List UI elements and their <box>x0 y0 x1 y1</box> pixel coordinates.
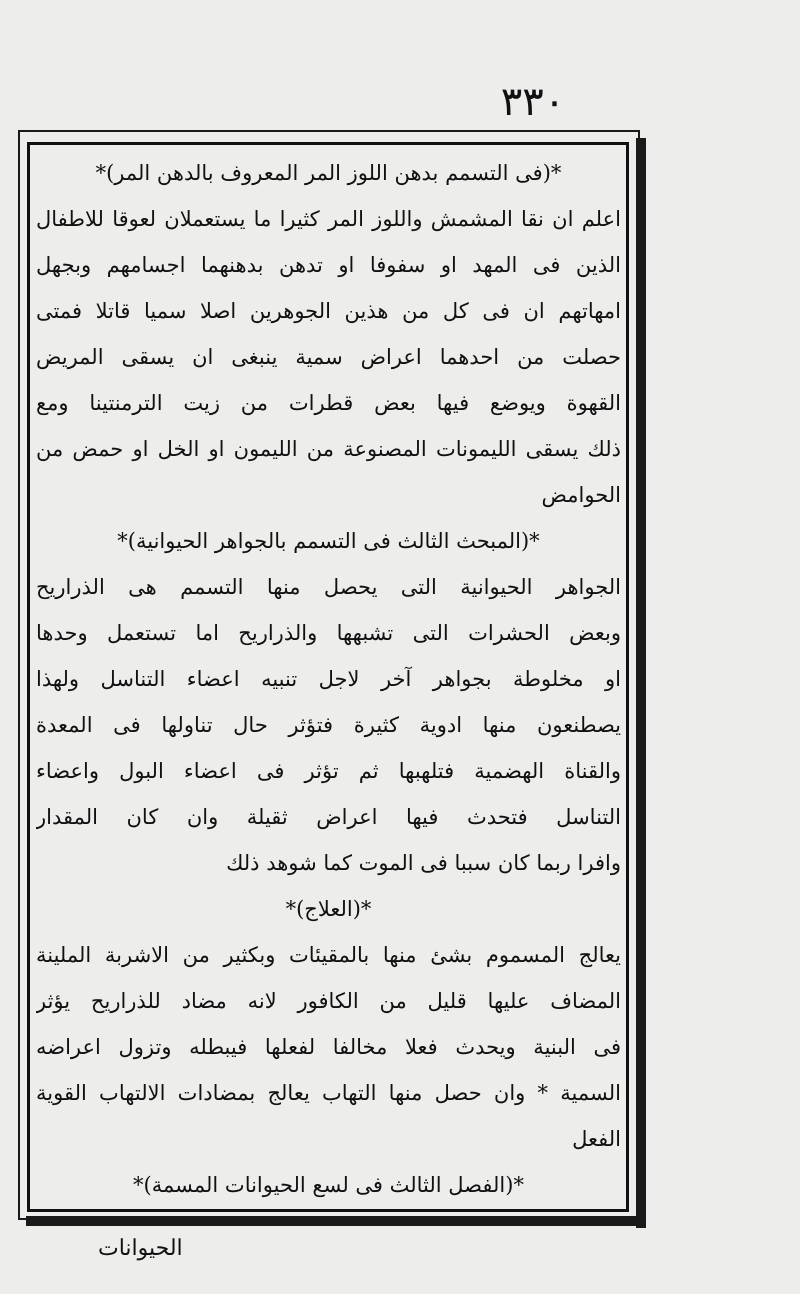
section-heading: *(العلاج)* <box>285 897 372 921</box>
section-heading: *(فى التسمم بدهن اللوز المر المعروف بالدهن المر)* <box>95 161 562 185</box>
text-line: الجواهر الحيوانية التى يحصل منها التسمم هى الذراريح <box>36 575 621 599</box>
text-line: المضاف عليها قليل من الكافور لانه مضاد للذراريح يؤثر <box>36 989 621 1013</box>
text-line: حصلت من احدهما اعراض سمية ينبغى ان يسقى المريض <box>36 345 621 369</box>
text-line: الفعل <box>572 1127 621 1151</box>
text-line: امهاتهم ان فى كل من هذين الجوهرين اصلا سميا قاتلا فمتى <box>36 299 621 323</box>
text-line: يصطنعون منها ادوية كثيرة فتؤثر حال تناولها فى المعدة <box>36 713 621 737</box>
text-line: والقناة الهضمية فتلهبها ثم تؤثر فى اعضاء البول واعضاء <box>36 759 621 783</box>
section-heading: *(المبحث الثالث فى التسمم بالجواهر الحيوانية)* <box>117 529 540 553</box>
text-line: او مخلوطة بجواهر آخر لاجل تنبيه اعضاء التناسل ولهذا <box>36 667 621 691</box>
text-line: التناسل فتحدث فيها اعراض ثقيلة وان كان المقدار <box>36 805 621 829</box>
text-line: السمية * وان حصل منها التهاب يعالج بمضادات الالتهاب القوية <box>36 1081 621 1105</box>
page-number: ٣٣٠ <box>500 79 566 125</box>
catchword: الحيوانات <box>98 1236 183 1261</box>
text-line: وافرا ربما كان سببا فى الموت كما شوهد ذلك <box>226 851 621 875</box>
text-line: الحوامض <box>541 483 621 507</box>
text-line: القهوة ويوضع فيها بعض قطرات من زيت الترمنتينا ومع <box>36 391 621 415</box>
text-line: الذين فى المهد او سفوفا او تدهن بدهنهما اجسامهم وبجهل <box>36 253 621 277</box>
text-line: فى البنية ويحدث فعلا مخالفا لفعلها فيبطله وتزول اعراضه <box>36 1035 621 1059</box>
text-block <box>36 150 621 1200</box>
text-line: ذلك يسقى الليمونات المصنوعة من الليمون او الخل او حمض من <box>36 437 621 461</box>
text-line: وبعض الحشرات التى تشبهها والذراريح اما تستعمل وحدها <box>36 621 621 645</box>
text-line: اعلم ان نقا المشمش واللوز المر كثيرا ما يستعملان لعوقا للاطفال <box>36 207 621 231</box>
text-line: يعالج المسموم بشئ منها بالمقيئات وبكثير من الاشربة الملينة <box>36 943 621 967</box>
chapter-heading: *(الفصل الثالث فى لسع الحيوانات المسمة)* <box>133 1173 524 1197</box>
